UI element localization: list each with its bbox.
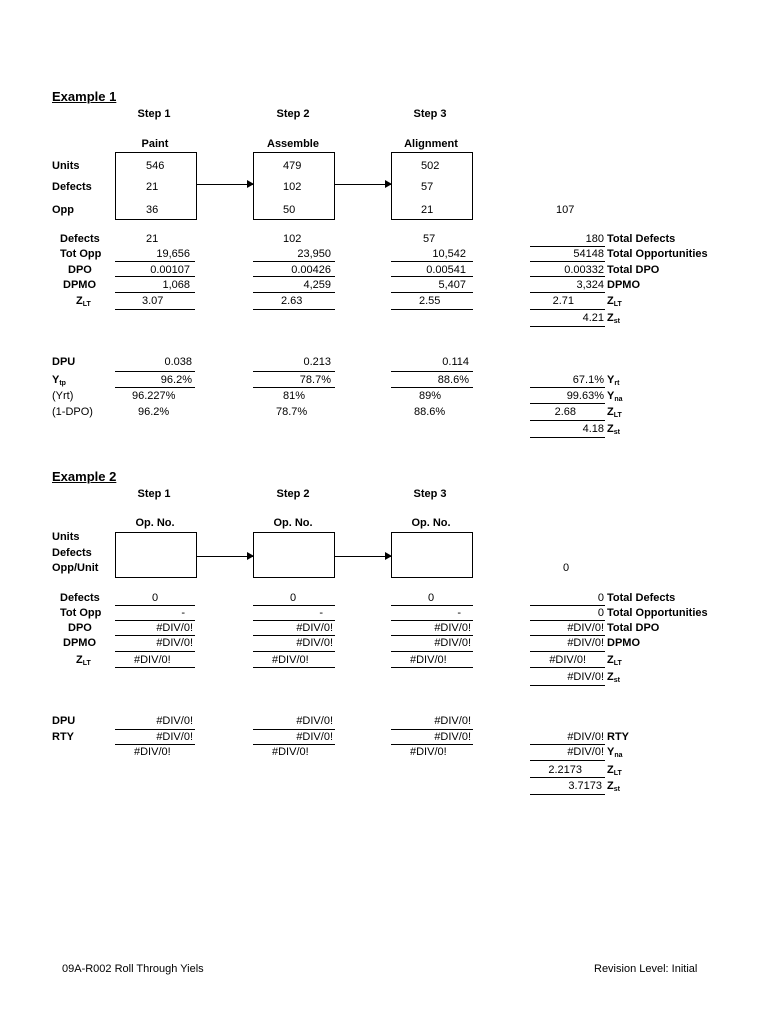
ex1-step1-dpmo: 1,068 — [162, 279, 190, 291]
ex1-dpu-label: DPU — [52, 356, 76, 368]
ex2-step1-dpu: #DIV/0! — [156, 715, 193, 727]
ex2-total-zst: #DIV/0! — [567, 671, 604, 683]
ex2-yna-label: $Y_{na}$ — [607, 746, 623, 759]
ex1-zlt2-label: $Z_{LT}$ — [607, 406, 622, 419]
ex2-step3-dpmo: #DIV/0! — [434, 637, 471, 649]
ex2-step2-name: Op. No. — [273, 517, 313, 529]
ex1-step3-units: 502 — [421, 160, 440, 172]
ex1-step1-dpo: 0.00107 — [150, 264, 190, 276]
ex1-step2-dpo-yield: 78.7% — [276, 406, 308, 418]
ex1-step3-ytp: 88.6% — [437, 374, 469, 386]
ex2-dpu-label: DPU — [52, 715, 76, 727]
ex2-step3-box — [391, 532, 473, 578]
ex2-totopp-label: Tot Opp — [60, 607, 102, 619]
ex2-opp-unit-label: Opp/Unit — [52, 562, 99, 574]
ex2-step2-box — [253, 532, 335, 578]
ex1-ytp-label: $Y_{tp}$ — [52, 374, 66, 387]
ex2-total-zst2: 3.7173 — [568, 780, 602, 792]
ex1-step3-opp: 21 — [421, 204, 434, 216]
ex1-step2-label: Step 2 — [276, 108, 310, 120]
ex1-total-zst-label: $Z_{st}$ — [607, 312, 620, 325]
ex2-step3-rty2: #DIV/0! — [410, 746, 447, 758]
ex1-total-opportunities: 54148 — [573, 248, 604, 260]
ex1-step1-dpo-yield: 96.2% — [138, 406, 170, 418]
ex1-step1-yrt: 96.227% — [132, 390, 176, 402]
ex2-step1-totopp: - — [181, 607, 185, 619]
ex1-step3-totopp: 10,542 — [432, 248, 466, 260]
ex1-step2-opp: 50 — [283, 204, 296, 216]
ex1-total-zlt2: 2.68 — [554, 406, 576, 418]
ex1-total-opportunities-label: Total Opportunities — [607, 248, 708, 260]
ex2-total-defects-label: Total Defects — [607, 592, 676, 604]
ex1-total-dpo: 0.00332 — [564, 264, 604, 276]
ex1-step1-dpu: 0.038 — [164, 356, 192, 368]
ex2-step3-zlt: #DIV/0! — [410, 654, 447, 666]
ex1-step2-totopp: 23,950 — [297, 248, 331, 260]
ex1-step2-defects2: 102 — [283, 233, 302, 245]
ex1-step3-name: Alignment — [404, 138, 458, 150]
ex2-total-defects: 0 — [597, 592, 604, 604]
example2-title: Example 2 — [52, 469, 117, 484]
ex2-step3-defects: 0 — [428, 592, 435, 604]
ex2-defects-row-label: Defects — [60, 592, 100, 604]
ex1-step1-totopp: 19,656 — [156, 248, 190, 260]
ex1-opp-total: 107 — [556, 204, 575, 216]
ex2-total-dpo: #DIV/0! — [567, 622, 604, 634]
ex1-step3-defects2: 57 — [423, 233, 436, 245]
ex2-opp-total: 0 — [563, 562, 570, 574]
ex2-step2-rty: #DIV/0! — [296, 731, 333, 743]
ex2-total-dpo-label: Total DPO — [607, 622, 660, 634]
ex1-units-label: Units — [52, 160, 80, 172]
ex2-step3-dpu: #DIV/0! — [434, 715, 471, 727]
ex2-step1-rty: #DIV/0! — [156, 731, 193, 743]
ex1-step3-dpmo: 5,407 — [438, 279, 466, 291]
ex2-step2-totopp: - — [319, 607, 323, 619]
footer-document-id: 09A-R002 Roll Through Yiels — [62, 963, 204, 975]
ex1-dpo-label: DPO — [68, 264, 92, 276]
ex2-step3-totopp: - — [457, 607, 461, 619]
ex2-total-zlt2: 2.2173 — [548, 764, 582, 776]
ex1-arrow-2-icon — [335, 184, 391, 185]
ex2-step2-dpu: #DIV/0! — [296, 715, 333, 727]
ex2-total-zlt-label: $Z_{LT}$ — [607, 654, 622, 667]
ex2-step2-label: Step 2 — [276, 488, 310, 500]
example1-title: Example 1 — [52, 89, 117, 104]
ex1-step1-ytp: 96.2% — [160, 374, 192, 386]
ex2-arrow-1-icon — [197, 556, 253, 557]
ex1-step3-label: Step 3 — [413, 108, 447, 120]
ex2-step2-defects: 0 — [290, 592, 297, 604]
ex2-step1-dpo: #DIV/0! — [156, 622, 193, 634]
ex1-step2-ytp: 78.7% — [299, 374, 331, 386]
ex1-total-zst: 4.21 — [582, 312, 604, 324]
ex2-step3-label: Step 3 — [413, 488, 447, 500]
ex2-step1-box — [115, 532, 197, 578]
ex1-total-yna: 99.63% — [566, 390, 604, 402]
ex2-step1-dpmo: #DIV/0! — [156, 637, 193, 649]
ex2-step1-label: Step 1 — [137, 488, 171, 500]
ex1-step1-defects: 21 — [146, 181, 159, 193]
ex1-step1-zlt: 3.07 — [142, 295, 164, 307]
ex2-units-label: Units — [52, 531, 80, 543]
ex1-total-zst2: 4.18 — [582, 423, 604, 435]
ex2-zst2-label: $Z_{st}$ — [607, 780, 620, 793]
ex1-step1-defects2: 21 — [146, 233, 159, 245]
ex1-defects-row-label: Defects — [60, 233, 100, 245]
ex2-total-opportunities: 0 — [597, 607, 604, 619]
ex1-arrow-1-icon — [197, 184, 253, 185]
ex1-dpo-paren-label: (1-DPO) — [52, 406, 93, 418]
ex1-step1-name: Paint — [141, 138, 169, 150]
ex1-yna-label: $Y_{na}$ — [607, 390, 623, 403]
ex1-total-defects-label: Total Defects — [607, 233, 676, 245]
ex1-step2-dpmo: 4,259 — [303, 279, 331, 291]
ex1-total-dpmo-label: DPMO — [607, 279, 640, 291]
footer-revision-level: Revision Level: Initial — [594, 963, 698, 975]
ex1-step1-label: Step 1 — [137, 108, 171, 120]
ex2-step1-name: Op. No. — [135, 517, 175, 529]
ex1-step2-dpu: 0.213 — [303, 356, 331, 368]
ex2-dpmo-label: DPMO — [63, 637, 96, 649]
ex1-total-yrt: 67.1% — [572, 374, 604, 386]
ex1-total-dpmo: 3,324 — [576, 279, 604, 291]
ex2-total-opportunities-label: Total Opportunities — [607, 607, 708, 619]
ex2-step3-rty: #DIV/0! — [434, 731, 471, 743]
ex2-total-yna: #DIV/0! — [567, 746, 604, 758]
ex2-zlt-label: $Z_{LT}$ — [76, 654, 91, 667]
ex1-yrt-label: $Y_{rt}$ — [607, 374, 620, 387]
ex1-totopp-label: Tot Opp — [60, 248, 102, 260]
ex1-step1-opp: 36 — [146, 204, 159, 216]
ex1-total-zlt: 2.71 — [552, 295, 574, 307]
ex1-step2-dpo: 0.00426 — [291, 264, 331, 276]
ex2-defects-label: Defects — [52, 547, 92, 559]
ex2-zlt2-label: $Z_{LT}$ — [607, 764, 622, 777]
ex2-step2-zlt: #DIV/0! — [272, 654, 309, 666]
ex2-total-zlt: #DIV/0! — [549, 654, 586, 666]
ex1-defects-label: Defects — [52, 181, 92, 193]
ex2-step2-dpo: #DIV/0! — [296, 622, 333, 634]
ex2-step3-dpo: #DIV/0! — [434, 622, 471, 634]
ex2-rty-label: RTY — [52, 731, 74, 743]
ex1-total-defects: 180 — [585, 233, 604, 245]
ex1-step3-dpu: 0.114 — [442, 356, 469, 368]
ex1-step3-dpo-yield: 88.6% — [414, 406, 446, 418]
ex2-step2-rty2: #DIV/0! — [272, 746, 309, 758]
ex1-step2-name: Assemble — [267, 138, 319, 150]
ex1-step2-defects: 102 — [283, 181, 302, 193]
ex1-step3-dpo: 0.00541 — [426, 264, 466, 276]
ex1-step3-zlt: 2.55 — [419, 295, 441, 307]
ex1-step2-zlt: 2.63 — [281, 295, 303, 307]
ex2-rty-total-label: RTY — [607, 731, 629, 743]
ex1-step3-defects: 57 — [421, 181, 434, 193]
ex2-step1-zlt: #DIV/0! — [134, 654, 171, 666]
ex1-opp-label: Opp — [52, 204, 74, 216]
ex2-arrow-2-icon — [335, 556, 391, 557]
ex2-dpo-label: DPO — [68, 622, 92, 634]
ex2-step2-dpmo: #DIV/0! — [296, 637, 333, 649]
ex1-step1-units: 546 — [146, 160, 165, 172]
ex1-step3-yrt: 89% — [419, 390, 442, 402]
ex1-step2-units: 479 — [283, 160, 302, 172]
ex2-total-rty: #DIV/0! — [567, 731, 604, 743]
ex1-zst2-label: $Z_{st}$ — [607, 423, 620, 436]
ex1-dpmo-label: DPMO — [63, 279, 96, 291]
ex1-total-zlt-label: $Z_{LT}$ — [607, 295, 622, 308]
ex1-zlt-label: $Z_{LT}$ — [76, 295, 91, 308]
ex2-step3-name: Op. No. — [411, 517, 451, 529]
ex1-step2-yrt: 81% — [283, 390, 306, 402]
ex2-total-dpmo: #DIV/0! — [567, 637, 604, 649]
ex2-step1-rty2: #DIV/0! — [134, 746, 171, 758]
ex1-yrt-paren-label: (Yrt) — [52, 390, 74, 402]
ex2-total-dpmo-label: DPMO — [607, 637, 640, 649]
ex1-total-dpo-label: Total DPO — [607, 264, 660, 276]
ex2-step1-defects: 0 — [152, 592, 159, 604]
ex2-total-zst-label: $Z_{st}$ — [607, 671, 620, 684]
